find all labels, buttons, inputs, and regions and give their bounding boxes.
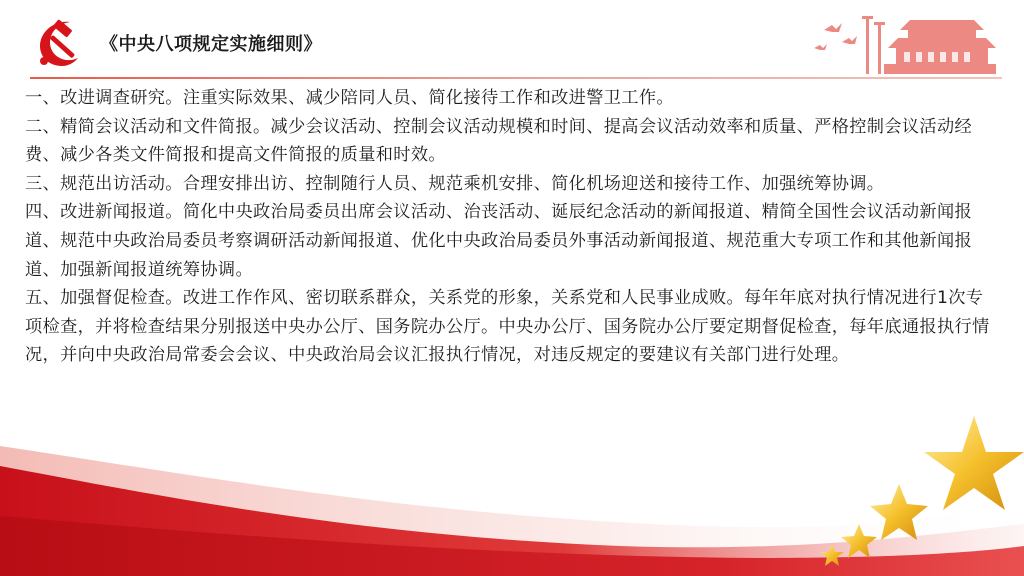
paragraph-1: 一、改进调查研究。注重实际效果、减少陪同人员、简化接待工作和改进警卫工作。 [25,88,674,108]
paragraph-2: 二、精简会议活动和文件简报。减少会议活动、控制会议活动规模和时间、提高会议活动效率和质量、严格控制会议活动经费、减少各类文件简报和提高文件简报的质量和时效。 [25,116,973,166]
rules-content [25,84,1000,370]
star-icon [924,416,1024,510]
paragraph-3: 三、规范出访活动。合理安排出访、控制随行人员、规范乘机安排、简化机场迎送和接待工作、加强统筹协调。 [25,173,885,194]
page-title: 《中央八项规定实施细则》 [100,34,322,55]
star-icon [870,484,928,540]
paragraph-4: 四、改进新闻报道。简化中央政治局委员出席会议活动、治丧活动、诞辰纪念活动的新闻报道、精简全国性会议活动新闻报道、规范中央政治局委员考察调研活动新闻报道、优化中央政治局委员外事活动新闻报道、规范重大专项工作和其他新闻报道、加强新闻报道统筹协调。 [25,202,973,280]
party-emblem-icon [30,14,86,70]
gold-stars-decoration [804,416,1024,576]
header-divider [30,77,1002,79]
tiananmen-gate-icon [804,8,1004,80]
paragraph-5: 五、加强督促检查。改进工作作风、密切联系群众，关系党的形象，关系党和人民事业成败。每年年底对执行情况进行1次专项检查，并将检查结果分别报送中央办公厅、国务院办公厅。中央办公厅、国务院办公厅要定期督促检查，每年底通报执行情况，并向中央政治局常委会会议、中央政治局会议汇报执行情况，对违反规定的要建议有关部门进行处理。 [25,288,990,366]
star-icon [841,524,877,558]
star-icon [820,544,844,566]
